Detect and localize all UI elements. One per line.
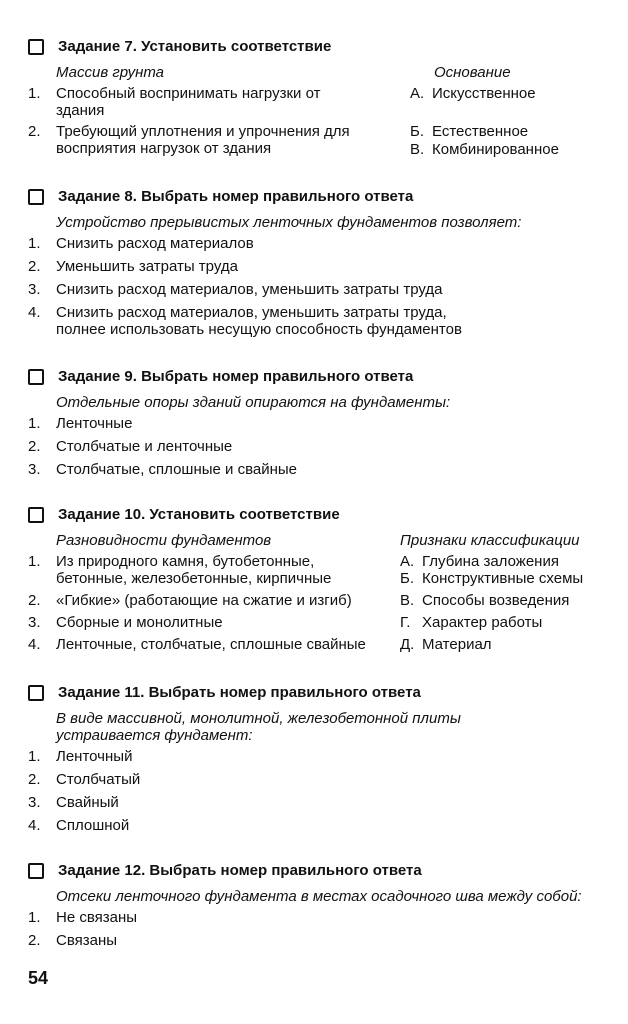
task-9 bbox=[28, 368, 600, 478]
task-7-header bbox=[28, 38, 600, 56]
task-7-match bbox=[28, 56, 600, 166]
task-8-options bbox=[28, 235, 600, 338]
task-7-left-header: Массив грунта bbox=[56, 64, 165, 81]
task-7-right-header: Основание bbox=[434, 64, 511, 81]
task-10-left-header: Разновидности фундаментов bbox=[56, 532, 272, 549]
list-item: 2. «Гибкие» (работающие на сжатие и изгиб) bbox=[28, 592, 352, 609]
checkbox-icon[interactable] bbox=[28, 507, 44, 523]
task-11 bbox=[28, 684, 600, 834]
task-9-title: Задание 9. Выбрать номер правильного ответа bbox=[58, 368, 414, 385]
list-item: 1. Из природного камня, бутобетонные, бетонные, железобетонные, кирпичные bbox=[28, 553, 332, 587]
checkbox-icon[interactable] bbox=[28, 369, 44, 385]
task-10-header bbox=[28, 506, 600, 524]
task-9-header bbox=[28, 368, 600, 386]
list-item: 1. Снизить расход материалов bbox=[28, 235, 254, 252]
task-7 bbox=[28, 38, 600, 166]
list-item: В. Способы возведения bbox=[400, 592, 570, 609]
list-item: 4. Ленточные, столбчатые, сплошные свайные bbox=[28, 636, 366, 653]
checkbox-icon[interactable] bbox=[28, 863, 44, 879]
task-10-match bbox=[28, 524, 600, 664]
task-12-options bbox=[28, 909, 600, 949]
task-7-left-column bbox=[28, 56, 368, 157]
task-8 bbox=[28, 188, 600, 338]
task-10-left-column bbox=[28, 524, 394, 653]
list-item: Г. Характер работы bbox=[400, 614, 543, 631]
task-12-header bbox=[28, 862, 600, 880]
task-10 bbox=[28, 506, 600, 664]
list-item: Б. Конструктивные схемы bbox=[400, 570, 584, 587]
list-item: 2. Столбчатые и ленточные bbox=[28, 438, 233, 455]
list-item: А. Глубина заложения bbox=[400, 553, 559, 570]
list-item: 3. Свайный bbox=[28, 794, 119, 811]
task-12-title: Задание 12. Выбрать номер правильного ответа bbox=[58, 862, 422, 879]
list-item: 1. Ленточные bbox=[28, 415, 133, 432]
task-10-right-column bbox=[400, 524, 600, 653]
task-9-question: Отдельные опоры зданий опираются на фундаменты: bbox=[56, 394, 451, 411]
page-number: 54 bbox=[28, 968, 49, 988]
list-item: 1. Не связаны bbox=[28, 909, 138, 926]
task-12-question: Отсеки ленточного фундамента в местах осадочного шва между собой: bbox=[56, 888, 582, 905]
task-8-question: Устройство прерывистых ленточных фундаментов позволяет: bbox=[56, 214, 522, 231]
list-item: 2. Столбчатый bbox=[28, 771, 141, 788]
checkbox-icon[interactable] bbox=[28, 685, 44, 701]
list-item: 4. Сплошной bbox=[28, 817, 130, 834]
task-10-right-header: Признаки классификации bbox=[400, 532, 580, 549]
list-item: 3. Сборные и монолитные bbox=[28, 614, 223, 631]
list-item: 2. Требующий уплотнения и упрочнения для восприятия нагрузок от здания bbox=[28, 123, 350, 157]
task-11-question: В виде массивной, монолитной, железобетонной плиты устраивается фундамент: bbox=[56, 710, 461, 744]
task-7-title: Задание 7. Установить соответствие bbox=[58, 38, 332, 55]
checkbox-icon[interactable] bbox=[28, 189, 44, 205]
task-12 bbox=[28, 862, 600, 949]
list-item: 2. Уменьшить затраты труда bbox=[28, 258, 238, 275]
task-11-title: Задание 11. Выбрать номер правильного ответа bbox=[58, 684, 421, 701]
task-9-options bbox=[28, 415, 600, 478]
list-item: Б. Естественное bbox=[410, 123, 529, 140]
list-item: 2. Связаны bbox=[28, 932, 118, 949]
list-item: 3. Снизить расход материалов, уменьшить затраты труда bbox=[28, 281, 443, 298]
list-item: 1. Ленточный bbox=[28, 748, 133, 765]
list-item: 4. Снизить расход материалов, уменьшить затраты труда, полнее использовать несущую способность фундаментов bbox=[28, 304, 462, 338]
task-8-title: Задание 8. Выбрать номер правильного ответа bbox=[58, 188, 414, 205]
task-10-title: Задание 10. Установить соответствие bbox=[58, 506, 340, 523]
list-item: А. Искусственное bbox=[410, 85, 536, 102]
list-item: 3. Столбчатые, сплошные и свайные bbox=[28, 461, 298, 478]
checkbox-icon[interactable] bbox=[28, 39, 44, 55]
task-11-header bbox=[28, 684, 600, 702]
task-7-right-column bbox=[410, 56, 600, 158]
list-item: Д. Материал bbox=[400, 636, 492, 653]
list-item: В. Комбинированное bbox=[410, 141, 559, 158]
task-11-options bbox=[28, 748, 600, 834]
list-item: 1. Способный воспринимать нагрузки от здания bbox=[28, 85, 321, 119]
task-8-header bbox=[28, 188, 600, 206]
